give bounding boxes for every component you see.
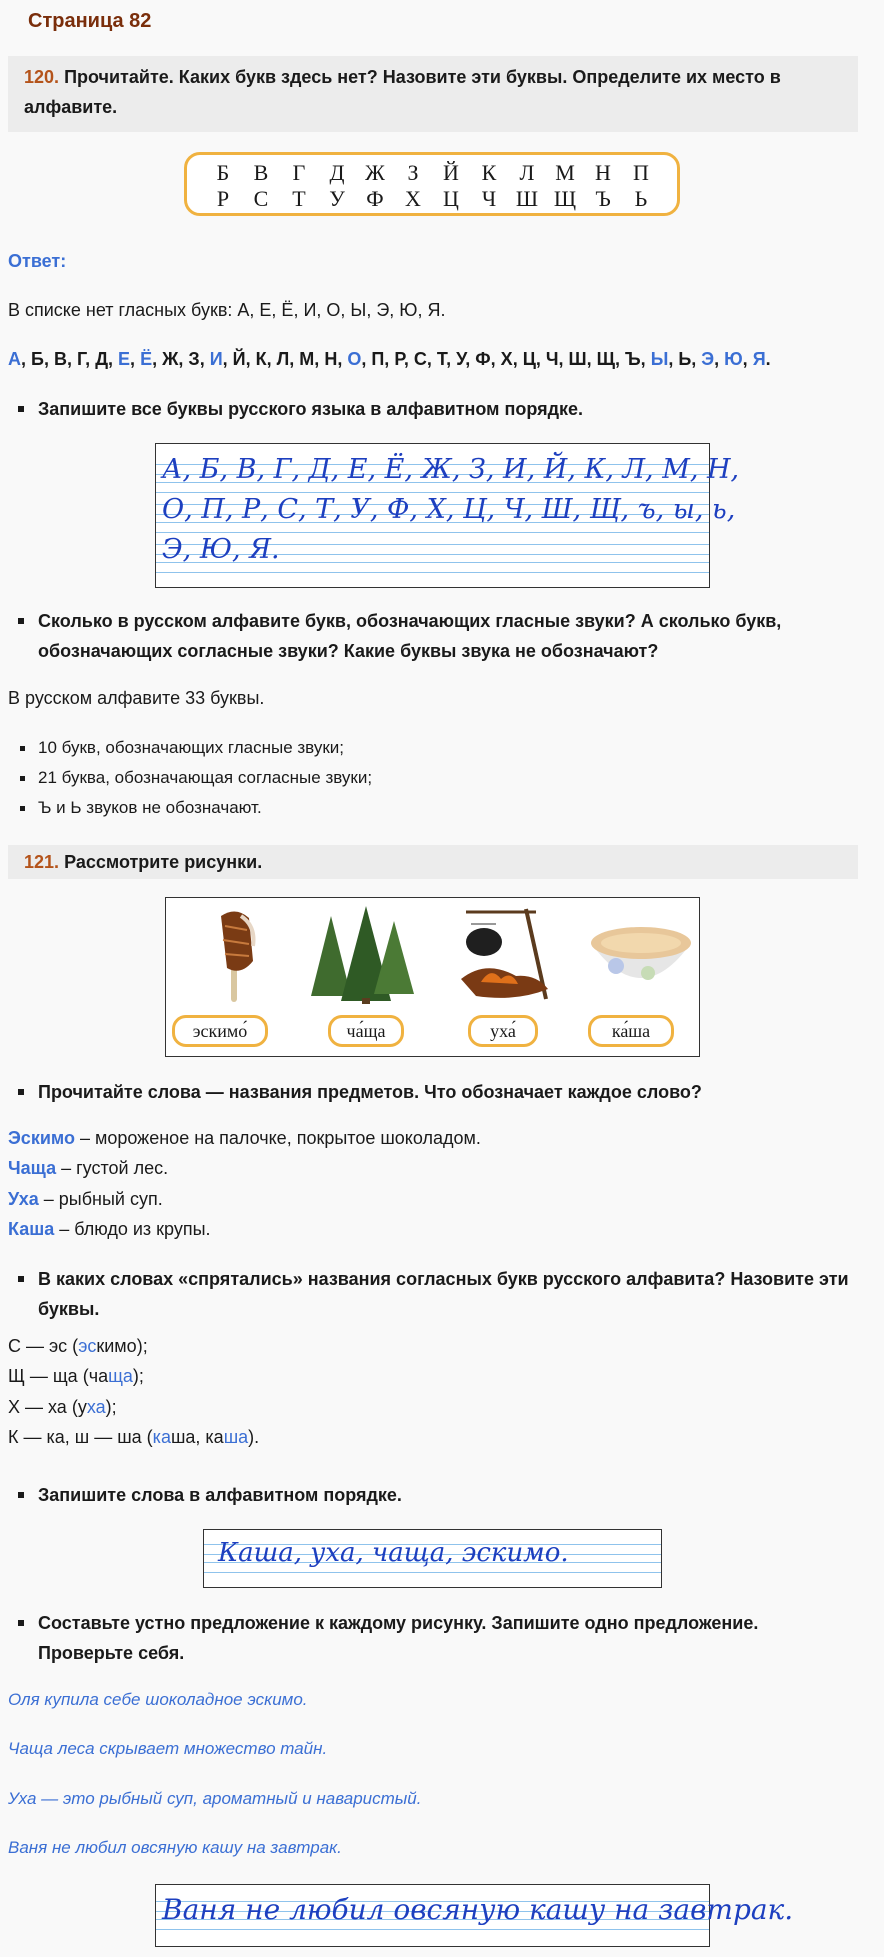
answer-label: Ответ: — [8, 251, 67, 271]
consonant-letter: Л — [519, 160, 535, 185]
list-item: Ъ и Ь звуков не обозначают. — [14, 793, 262, 823]
bullet-read-words: Прочитайте слова — названия предметов. Что обозначает каждое слово? — [14, 1077, 854, 1107]
consonant-letter: Ч — [481, 186, 497, 211]
task-120-header — [8, 56, 858, 132]
vowel-letter: О — [347, 349, 362, 369]
consonant-letter: М — [299, 349, 315, 369]
consonant-letter: У — [329, 186, 345, 211]
consonant-letter: В — [53, 349, 67, 369]
vowel-letter: Ы — [650, 349, 669, 369]
consonant-letter: С — [253, 186, 269, 211]
consonant-letter: Р — [394, 349, 404, 369]
handwriting-order — [203, 1529, 662, 1588]
example-sentence: Чаща леса скрывает множество тайн. — [8, 1739, 328, 1758]
consonant-letter: Ж — [162, 349, 179, 369]
word-label-ukha: уха́ — [468, 1015, 538, 1047]
porridge-bowl-icon — [586, 918, 696, 998]
consonant-letter: М — [555, 160, 575, 185]
consonant-letter: Г — [76, 349, 86, 369]
example-sentence: Ваня не любил овсяную кашу на завтрак. — [8, 1838, 342, 1857]
consonant-letter: Г — [292, 160, 306, 185]
word-label-eskimo: эскимо́ — [172, 1015, 268, 1047]
letters-row-2 — [187, 186, 677, 212]
page-title: Страница 82 — [28, 10, 152, 32]
consonant-letter: Н — [324, 349, 338, 369]
task-number: 120. — [24, 67, 60, 87]
task-121-header — [8, 845, 858, 879]
consonant-letter: Л — [276, 349, 290, 369]
consonant-letter: Ж — [365, 160, 385, 185]
bullet-compose-sentence: Составьте устно предложение к каждому рисунку. Запишите одно предложение. Проверьте себя. — [14, 1608, 854, 1668]
consonant-letter: П — [633, 160, 649, 185]
script-line-1: А, Б, В, Г, Д, Е, Ё, Ж, З, И, Й, К, Л, М, Н, — [162, 454, 740, 485]
vowel-letter: Я — [752, 349, 766, 369]
consonant-letter: Т — [292, 186, 306, 211]
letters-row-1 — [187, 160, 677, 186]
forest-icon — [306, 906, 416, 1006]
example-sentence: Уха — это рыбный суп, ароматный и наваристый. — [8, 1789, 422, 1808]
script-order-text: Каша, уха, чаща, эскимо. — [218, 1538, 569, 1568]
definition-row: Эскимо – мороженое на палочке, покрытое шоколадом. — [8, 1128, 481, 1148]
consonant-letter: Х — [500, 349, 513, 369]
task-number: 121. — [24, 852, 60, 872]
bullet-hidden-letters: В каких словах «спрятались» названия согласных букв русского алфавита? Назовите эти буквы. — [14, 1264, 854, 1324]
consonant-letter: П — [371, 349, 385, 369]
pictures-frame — [165, 897, 700, 1057]
consonant-letter: Д — [95, 349, 109, 369]
consonant-letter: Р — [216, 186, 230, 211]
definition-row: Уха – рыбный суп. — [8, 1189, 163, 1209]
word-label-kasha: ка́ша — [588, 1015, 674, 1047]
ice-cream-icon — [201, 906, 271, 1006]
consonant-letter: Ц — [443, 186, 459, 211]
consonant-letters-frame — [184, 152, 680, 216]
vowel-letter: И — [209, 349, 223, 369]
hidden-letter-row: С — эс (эскимо); — [8, 1336, 148, 1356]
consonant-letter: Ф — [366, 186, 384, 211]
consonant-letter: Б — [31, 349, 44, 369]
consonant-letter: Й — [443, 160, 459, 185]
list-item: 21 буква, обозначающая согласные звуки; — [14, 763, 372, 793]
campfire-pot-icon — [456, 904, 566, 1009]
consonant-letter: Ъ — [595, 186, 611, 211]
hidden-letter-row: К — ка, ш — ша (каша, каша). — [8, 1427, 260, 1447]
count-intro: В русском алфавите 33 буквы. — [8, 688, 265, 708]
list-item: 10 букв, обозначающих гласные звуки; — [14, 733, 344, 763]
handwriting-final — [155, 1884, 794, 1947]
bullet-alphabetical-order: Запишите слова в алфавитном порядке. — [14, 1480, 854, 1510]
vowel-letter: Э — [701, 349, 715, 369]
task-text: Рассмотрите рисунки. — [64, 852, 263, 872]
handwriting-alphabet — [155, 443, 740, 588]
hidden-letter-row: Щ — ща (чаща); — [8, 1366, 144, 1386]
consonant-letter: В — [253, 160, 269, 185]
consonant-letter: Ш — [568, 349, 587, 369]
consonant-letter: Б — [216, 160, 230, 185]
consonant-letter: К — [481, 160, 497, 185]
consonant-letter: Д — [329, 160, 345, 185]
bullet-write-alphabet: Запишите все буквы русского языка в алфавитном порядке. — [14, 394, 854, 424]
task-text: Прочитайте. Каких букв здесь нет? Назовите эти буквы. Определите их место в алфавите. — [24, 67, 781, 117]
consonant-letter: З — [188, 349, 200, 369]
no-vowels-text: В списке нет гласных букв: А, Е, Ё, И, О, Ы, Э, Ю, Я. — [8, 300, 446, 320]
definition-row: Каша – блюдо из крупы. — [8, 1219, 211, 1239]
consonant-letter: Ц — [522, 349, 536, 369]
consonant-letter: Ь — [678, 349, 692, 369]
consonant-letter: Щ — [553, 186, 577, 211]
consonant-letter: К — [255, 349, 267, 369]
consonant-letter: С — [413, 349, 427, 369]
definition-row: Чаща – густой лес. — [8, 1158, 169, 1178]
hidden-letter-row: Х — ха (уха); — [8, 1397, 117, 1417]
consonant-letter: Ч — [545, 349, 559, 369]
consonant-letter: Т — [436, 349, 447, 369]
consonant-letter: Ъ — [625, 349, 641, 369]
script-line-3: Э, Ю, Я. — [162, 534, 280, 565]
vowel-letter: Ю — [724, 349, 743, 369]
consonant-letter: Й — [232, 349, 246, 369]
consonant-letter: Ь — [634, 186, 648, 211]
consonant-letter: Щ — [596, 349, 615, 369]
consonant-letter: Н — [595, 160, 611, 185]
alphabet-line: А, Б, В, Г, Д, Е, Ё, Ж, З, И, Й, К, Л, М, Н, О, П, Р, С, Т, У, Ф, Х, Ц, Ч, Ш, Щ, Ъ, Ы, Ь, Э, Ю, Я. — [8, 349, 771, 369]
vowel-letter: Ё — [140, 349, 153, 369]
consonant-letter: З — [407, 160, 419, 185]
consonant-letter: Ф — [475, 349, 491, 369]
bullet-count-question: Сколько в русском алфавите букв, обозначающих гласные звуки? А сколько букв, обозначающих согласные звуки? Какие буквы звука не обозначают? — [14, 606, 854, 666]
vowel-letter: А — [8, 349, 21, 369]
consonant-letter: Ш — [515, 186, 539, 211]
word-label-chashcha: ча́ща — [328, 1015, 404, 1047]
example-sentence: Оля купила себе шоколадное эскимо. — [8, 1690, 308, 1709]
consonant-letter: Х — [405, 186, 421, 211]
script-final-text: Ваня не любил овсяную кашу на завтрак. — [162, 1893, 794, 1926]
script-line-2: О, П, Р, С, Т, У, Ф, Х, Ц, Ч, Ш, Щ, ъ, ы, ь, — [162, 494, 736, 525]
consonant-letter: У — [456, 349, 466, 369]
vowel-letter: Е — [118, 349, 131, 369]
